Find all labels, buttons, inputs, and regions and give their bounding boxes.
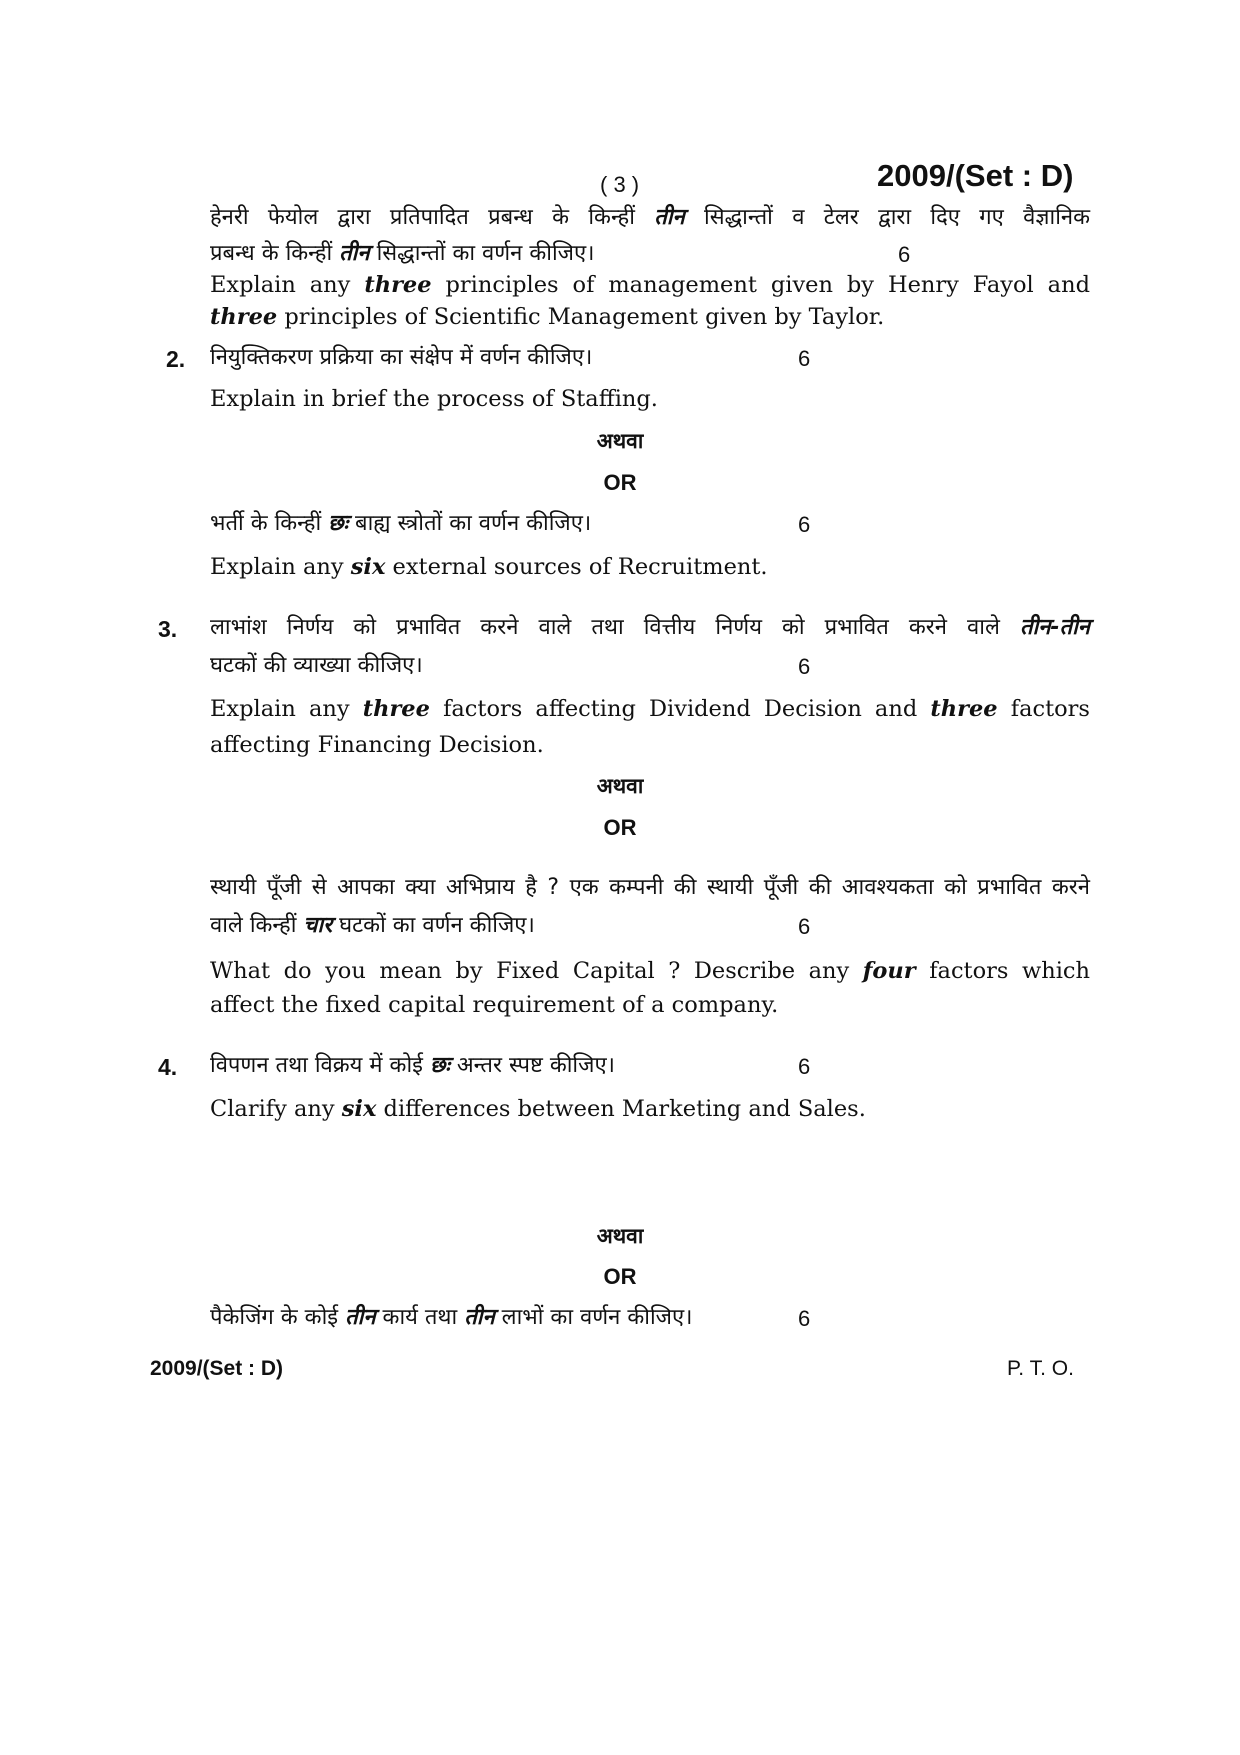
q1-en-text: principles of management given by Henry Fayol and	[445, 272, 1090, 298]
q4-hindi	[210, 1048, 615, 1083]
q2-alt-hi-text: बाह्य स्त्रोतों का वर्णन कीजिए।	[355, 511, 592, 536]
q3-english-line2: affecting Financing Decision.	[210, 732, 544, 758]
page-number: ( 3 )	[600, 172, 640, 197]
q4-alt-hi-text: कार्य तथा	[382, 1305, 458, 1330]
q1-hi-text: प्रबन्ध के किन्हीं	[210, 241, 333, 266]
set-code-footer: 2009/(Set : D)	[150, 1357, 284, 1380]
q2-alt-hindi	[210, 506, 591, 541]
q3-number: 3.	[158, 616, 178, 642]
q4-or-hindi: अथवा	[596, 1224, 644, 1248]
q4-en-text: differences between Marketing and Sales.	[383, 1096, 866, 1122]
q3-alt-en-emphasis: four	[862, 958, 916, 984]
q4-or-english: OR	[603, 1264, 637, 1289]
q2-english: Explain in brief the process of Staffing.	[210, 386, 658, 412]
q3-en-text: Explain any	[210, 696, 350, 722]
q1-en-text: Explain any	[210, 272, 351, 298]
q1-en-emphasis: three	[364, 272, 432, 298]
q1-hi-text: सिद्धान्तों व टेलर द्वारा दिए गए वैज्ञानिक	[704, 205, 1090, 230]
q2-alt-en-emphasis: six	[350, 554, 386, 580]
q3-alt-english-line2: affect the fixed capital requirement of a company.	[210, 992, 779, 1018]
q2-marks: 6	[798, 346, 811, 371]
q1-en-emphasis: three	[210, 304, 278, 330]
q2-alt-en-text: Explain any	[210, 554, 344, 580]
q4-marks: 6	[798, 1054, 811, 1079]
q4-alt-hi-text: पैकेजिंग के कोई	[210, 1305, 339, 1330]
q3-alt-hi-emphasis: चार	[303, 913, 333, 938]
q2-hindi: नियुक्तिकरण प्रक्रिया का संक्षेप में वर्णन कीजिए।	[210, 345, 593, 370]
q4-hi-emphasis: छः	[429, 1053, 450, 1078]
q2-alt-hi-text: भर्ती के किन्हीं	[210, 511, 322, 536]
q1-hindi-line1	[210, 200, 1090, 235]
pto-label: P. T. O.	[1007, 1357, 1074, 1380]
q1-english-line2	[210, 300, 884, 334]
q3-en-emphasis: three	[362, 696, 430, 722]
q4-hi-text: अन्तर स्पष्ट कीजिए।	[456, 1053, 615, 1078]
q1-hindi-line2	[210, 236, 595, 271]
q3-hi-emphasis: तीन-तीन	[1019, 615, 1090, 640]
q3-alt-hi-text: घटकों का वर्णन कीजिए।	[339, 913, 535, 938]
q3-hindi-line1	[210, 610, 1090, 645]
q4-alt-marks: 6	[798, 1306, 811, 1331]
q4-number: 4.	[158, 1054, 178, 1080]
q4-hi-text: विपणन तथा विक्रय में कोई	[210, 1053, 423, 1078]
q1-marks: 6	[898, 242, 911, 267]
q4-alt-hindi	[210, 1300, 692, 1335]
q4-alt-hi-emphasis: तीन	[464, 1305, 495, 1330]
q2-or-hindi: अथवा	[596, 429, 644, 453]
q1-english-line1	[210, 268, 1090, 302]
set-code-header: 2009/(Set : D)	[877, 158, 1074, 193]
q2-alt-marks: 6	[798, 512, 811, 537]
q3-or-hindi: अथवा	[596, 774, 644, 798]
q1-hi-text: हेनरी फेयोल द्वारा प्रतिपादित प्रबन्ध के किन्हीं	[210, 205, 635, 230]
q3-alt-hindi-line2	[210, 908, 535, 943]
q3-en-emphasis: three	[930, 696, 998, 722]
q4-en-emphasis: six	[341, 1096, 377, 1122]
q4-alt-hi-text: लाभों का वर्णन कीजिए।	[501, 1305, 693, 1330]
q2-alt-english	[210, 550, 768, 584]
q2-alt-hi-emphasis: छः	[328, 511, 349, 536]
q3-marks: 6	[798, 654, 811, 679]
q1-hi-emphasis: तीन	[654, 205, 685, 230]
q3-alt-english-line1	[210, 954, 1090, 988]
q3-hi-text: लाभांश निर्णय को प्रभावित करने वाले तथा वित्तीय निर्णय को प्रभावित करने वाले	[210, 615, 1000, 640]
q2-alt-en-text: external sources of Recruitment.	[392, 554, 768, 580]
q3-alt-hindi-line1: स्थायी पूँजी से आपका क्या अभिप्राय है ? एक कम्पनी की स्थायी पूँजी की आवश्यकता को प्रभावित करने	[210, 875, 1090, 900]
q3-alt-marks: 6	[798, 914, 811, 939]
q3-en-text: factors	[1010, 696, 1090, 722]
q3-alt-en-text: factors which	[929, 958, 1091, 984]
q2-number: 2.	[166, 346, 186, 372]
q4-en-text: Clarify any	[210, 1096, 335, 1122]
q3-alt-hi-text: वाले किन्हीं	[210, 913, 297, 938]
q3-english-line1	[210, 692, 1090, 726]
q3-alt-en-text: What do you mean by Fixed Capital ? Describe any	[210, 958, 850, 984]
q4-alt-hi-emphasis: तीन	[345, 1305, 376, 1330]
q1-en-text: principles of Scientific Management given by Taylor.	[284, 304, 885, 330]
q3-or-english: OR	[603, 815, 637, 840]
q3-en-text: factors affecting Dividend Decision and	[443, 696, 918, 722]
q4-english	[210, 1092, 866, 1126]
q1-hi-emphasis: तीन	[339, 241, 370, 266]
q2-or-english: OR	[603, 470, 637, 495]
q3-hindi-line2: घटकों की व्याख्या कीजिए।	[210, 653, 423, 678]
q1-hi-text: सिद्धान्तों का वर्णन कीजिए।	[376, 241, 595, 266]
